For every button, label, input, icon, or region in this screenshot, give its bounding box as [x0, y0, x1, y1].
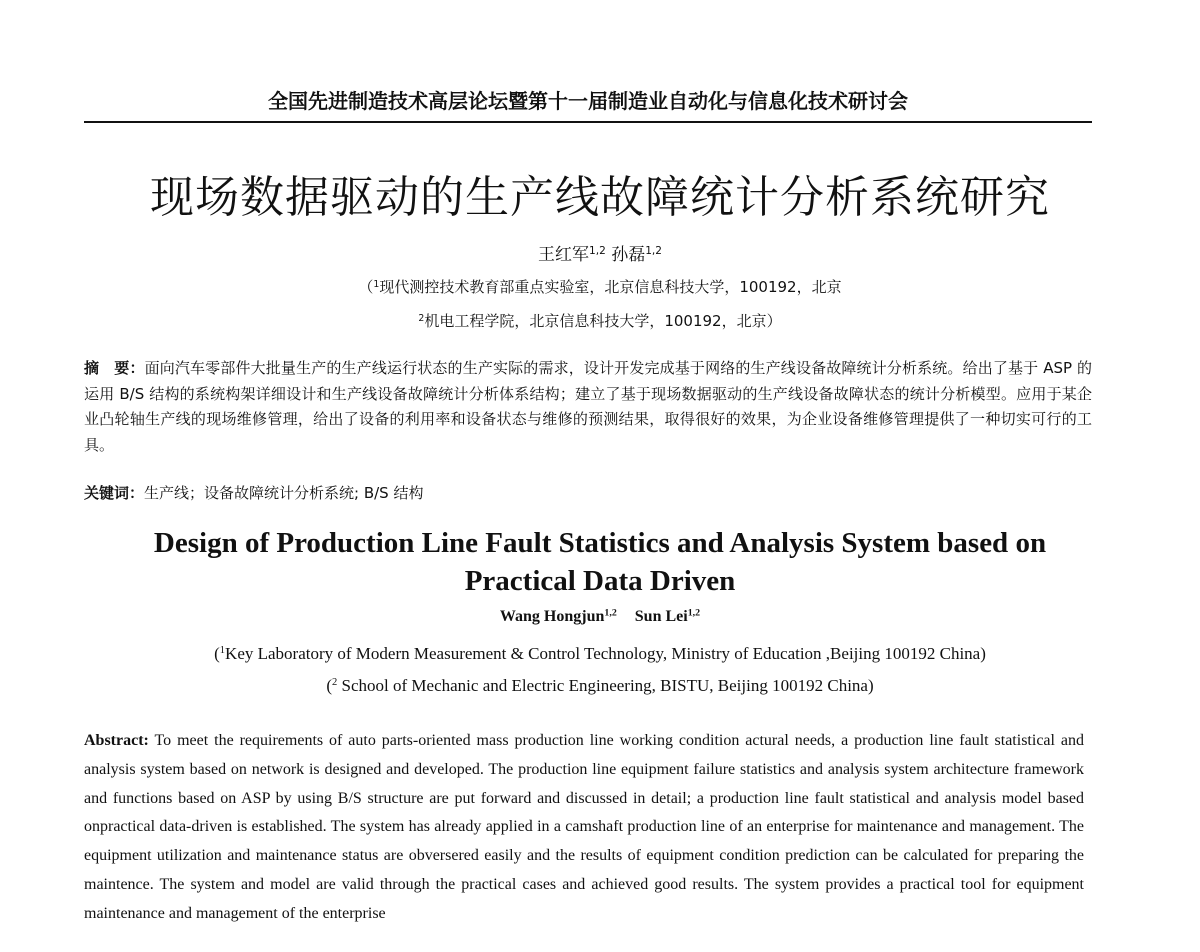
author-name: 孙磊	[611, 245, 646, 265]
affiliation-open-paren: (	[326, 676, 333, 695]
keywords-chinese-label: 关键词：	[84, 484, 145, 502]
affiliation-open-paren: （	[358, 278, 374, 296]
affiliation-text: Key Laboratory of Modern Measurement & Control Technology, Ministry of Education ,Beijing 100192 China)	[225, 644, 986, 663]
affiliation-mark: 1	[373, 278, 380, 290]
affiliation-text: 机电工程学院，北京信息科技大学，100192，北京）	[424, 312, 782, 330]
authors-chinese	[60, 243, 1140, 267]
abstract-english-label: Abstract:	[84, 732, 149, 749]
affiliation-mark: 2	[418, 312, 425, 324]
abstract-chinese-text: 面向汽车零部件大批量生产的生产线运行状态的生产实际的需求，设计开发完成基于网络的生产线设备故障统计分析系统。给出了基于 ASP 的运用 B/S 结构的系统构架详细设计和生产线设备故障统计分析体系结构；建立了基于现场数据驱动的生产线设备故障状态的统计分析模型。应用于某企业凸轮轴生产线的现场维修管理，给出了设备的利用率和设备状态与维修的预测结果，取得很好的效果，为企业设备维修管理提供了一种切实可行的工具。	[84, 359, 1092, 454]
title-english-line-1: Design of Production Line Fault Statistics and Analysis System based on	[153, 527, 1047, 559]
authors-english	[60, 606, 1140, 628]
abstract-english-text: To meet the requirements of auto parts-oriented mass production line working condition actural needs, a production line fault statistical and analysis system based on network is designed and developed. The production line equipment failure statistics and analysis system architecture framework and functions based on ASP by using B/S structure are put forward and discussed in detail; a production line fault statistical and analysis model based onpractical data-driven is established. The system has already applied in a camshaft production line of an enterprise for maintenance and management. The equipment utilization and maintenance status are obversered easily and the results of equipment condition prediction can be calculated for preparing the maintence. The system and model are valid through the practical cases and achieved good results. The system provides a practical tool for equipment maintenance and management of the enterprise	[84, 732, 1084, 922]
header-rule	[84, 121, 1092, 123]
author-name: 王红军	[538, 245, 590, 265]
author-affiliation-mark: 1,2	[645, 245, 662, 258]
author-name: Sun Lei	[634, 608, 688, 625]
affiliation-chinese-1	[60, 276, 1140, 298]
title-chinese: 现场数据驱动的生产线故障统计分析系统研究	[150, 172, 1050, 223]
affiliation-english-1	[60, 642, 1140, 666]
author-affiliation-mark: 1,2	[589, 245, 606, 258]
affiliation-chinese-2	[60, 310, 1140, 332]
title-english-line-2: Practical Data Driven	[464, 565, 736, 597]
affiliation-mark: 2	[332, 677, 338, 689]
affiliation-english-2	[60, 674, 1140, 698]
affiliation-text: 现代测控技术教育部重点实验室，北京信息科技大学，100192，北京	[379, 278, 842, 296]
affiliation-open-paren: (	[214, 644, 220, 663]
affiliation-text: School of Mechanic and Electric Engineering, BISTU, Beijing 100192 China)	[337, 676, 874, 695]
keywords-chinese	[84, 482, 1092, 504]
affiliation-mark: 1	[219, 645, 226, 657]
abstract-english	[84, 727, 1084, 929]
running-header: 全国先进制造技术高层论坛暨第十一届制造业自动化与信息化技术研讨会	[268, 89, 908, 113]
author-name: Wang Hongjun	[499, 608, 605, 625]
abstract-chinese	[84, 356, 1092, 458]
abstract-chinese-label: 摘 要：	[84, 359, 145, 377]
author-affiliation-mark: 1,2	[687, 607, 701, 619]
author-affiliation-mark: 1,2	[604, 607, 617, 619]
title-english	[60, 524, 1140, 600]
keywords-chinese-text: 生产线；设备故障统计分析系统; B/S 结构	[144, 484, 424, 502]
